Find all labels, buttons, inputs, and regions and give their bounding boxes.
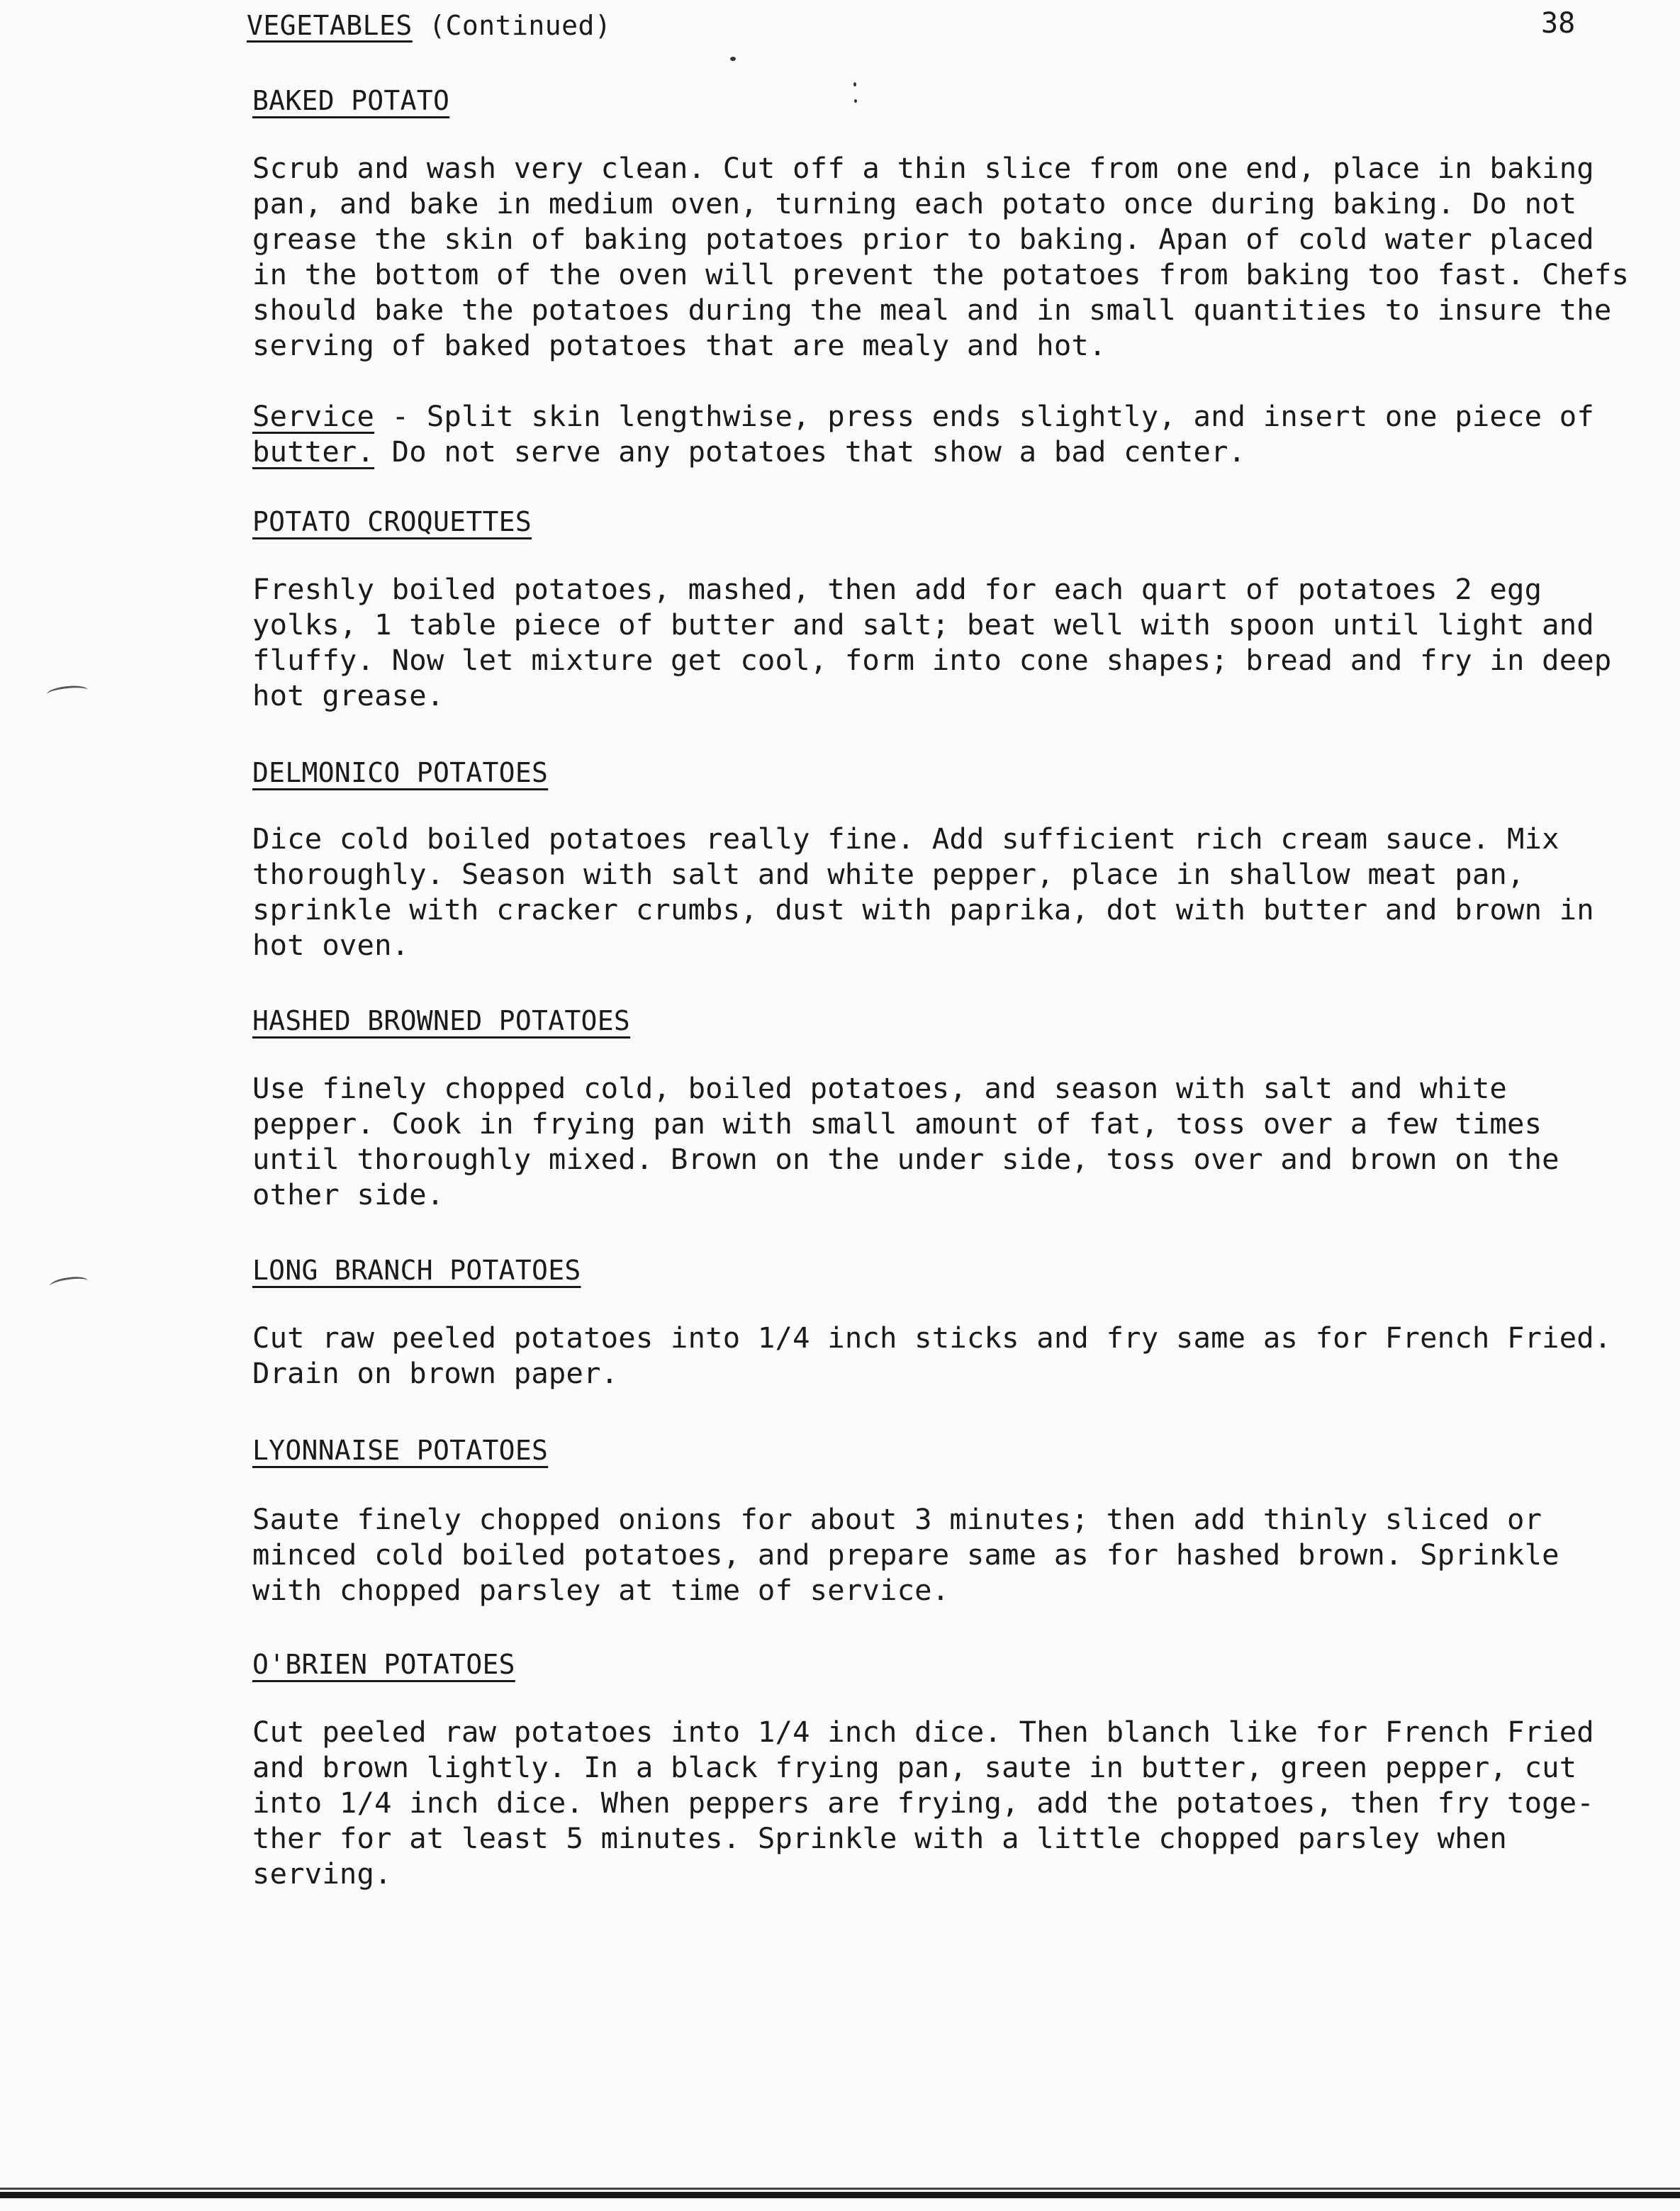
margin-mark [46,684,88,700]
section-paragraph: Cut raw peeled potatoes into 1/4 inch sticks and fry same as for French Fried. Drain on brown paper. [252,1321,1612,1390]
service-label-continued: butter. [252,435,375,469]
section-paragraph: Dice cold boiled potatoes really fine. Add sufficient rich cream sauce. Mix thoroughly. Season with salt and white pepper, place in shallow meat pan, sprinkle with cracker crumbs, dust with paprika, dot with butter and brown in hot oven. [252,822,1594,962]
section-delmonico-potatoes-body [252,821,1663,963]
page-header [247,10,611,41]
service-label: Service [252,399,375,433]
section-hashed-browned-potatoes-body [252,1070,1663,1212]
section-lyonnaise-potatoes [252,1435,1663,1466]
section-heading: DELMONICO POTATOES [252,757,549,788]
section-heading: HASHED BROWNED POTATOES [252,1005,631,1036]
section-obrien-potatoes [252,1649,1663,1680]
section-long-branch-potatoes [252,1255,1663,1286]
section-heading: LONG BRANCH POTATOES [252,1255,581,1286]
section-paragraph: Scrub and wash very clean. Cut off a thin slice from one end, place in baking pan, and bake in medium oven, turning each potato once during baking. Do not grease the skin of baking potatoes prior to baking. Apan of cold water placed in the bottom of the oven will prevent the potatoes from baking too fast. Chefs should bake the potatoes during the meal and in small quantities to insure the serving of baked potatoes that are mealy and hot. [252,151,1630,362]
page-number: 38 [1541,7,1576,40]
section-potato-croquettes-body [252,571,1663,713]
margin-mark [49,1275,89,1292]
section-baked-potato [252,85,1663,116]
section-lyonnaise-potatoes-body [252,1501,1663,1608]
section-hashed-browned-potatoes [252,1005,1663,1036]
section-heading: POTATO CROQUETTES [252,506,532,537]
section-paragraph: Cut peeled raw potatoes into 1/4 inch dice. Then blanch like for French Fried and brown lightly. In a black frying pan, saute in butter, green pepper, cut into 1/4 inch dice. When peppers are frying, add the potatoes, then fry toge- ther for at least 5 minutes. Sprinkle with a little chopped parsley when serving. [252,1715,1594,1891]
section-baked-potato-service [252,398,1663,469]
header-title: VEGETABLES [247,10,413,41]
section-paragraph: Use finely chopped cold, boiled potatoes, and season with salt and white pepper. Cook in frying pan with small amount of fat, toss over a few times until thoroughly mixed. Brown on the under side, toss over and brown on the other side. [252,1071,1559,1211]
section-long-branch-potatoes-body [252,1320,1663,1391]
section-heading: LYONNAISE POTATOES [252,1435,549,1466]
service-note [252,398,1663,469]
section-paragraph: Freshly boiled potatoes, mashed, then add for each quart of potatoes 2 egg yolks, 1 table piece of butter and salt; beat well with spoon until light and fluffy. Now let mixture get cool, form into cone shapes; bread and fry in deep hot grease. [252,572,1612,712]
section-obrien-potatoes-body [252,1714,1663,1891]
section-potato-croquettes [252,506,1663,537]
section-heading: BAKED POTATO [252,85,450,116]
bottom-edge-shadow [0,2192,1680,2198]
bottom-edge-line [0,2188,1680,2190]
header-title-suffix: (Continued) [412,10,612,41]
service-text-continued: Do not serve any potatoes that show a bad center. [374,435,1246,469]
service-text: - Split skin lengthwise, press ends slightly, and insert one piece of [374,399,1594,433]
ink-speck [730,57,736,61]
section-paragraph: Saute finely chopped onions for about 3 minutes; then add thinly sliced or minced cold boiled potatoes, and prepare same as for hashed brown. Sprinkle with chopped parsley at time of service. [252,1502,1559,1607]
section-baked-potato-body [252,150,1663,363]
section-heading: O'BRIEN POTATOES [252,1649,515,1680]
section-delmonico-potatoes [252,757,1663,788]
